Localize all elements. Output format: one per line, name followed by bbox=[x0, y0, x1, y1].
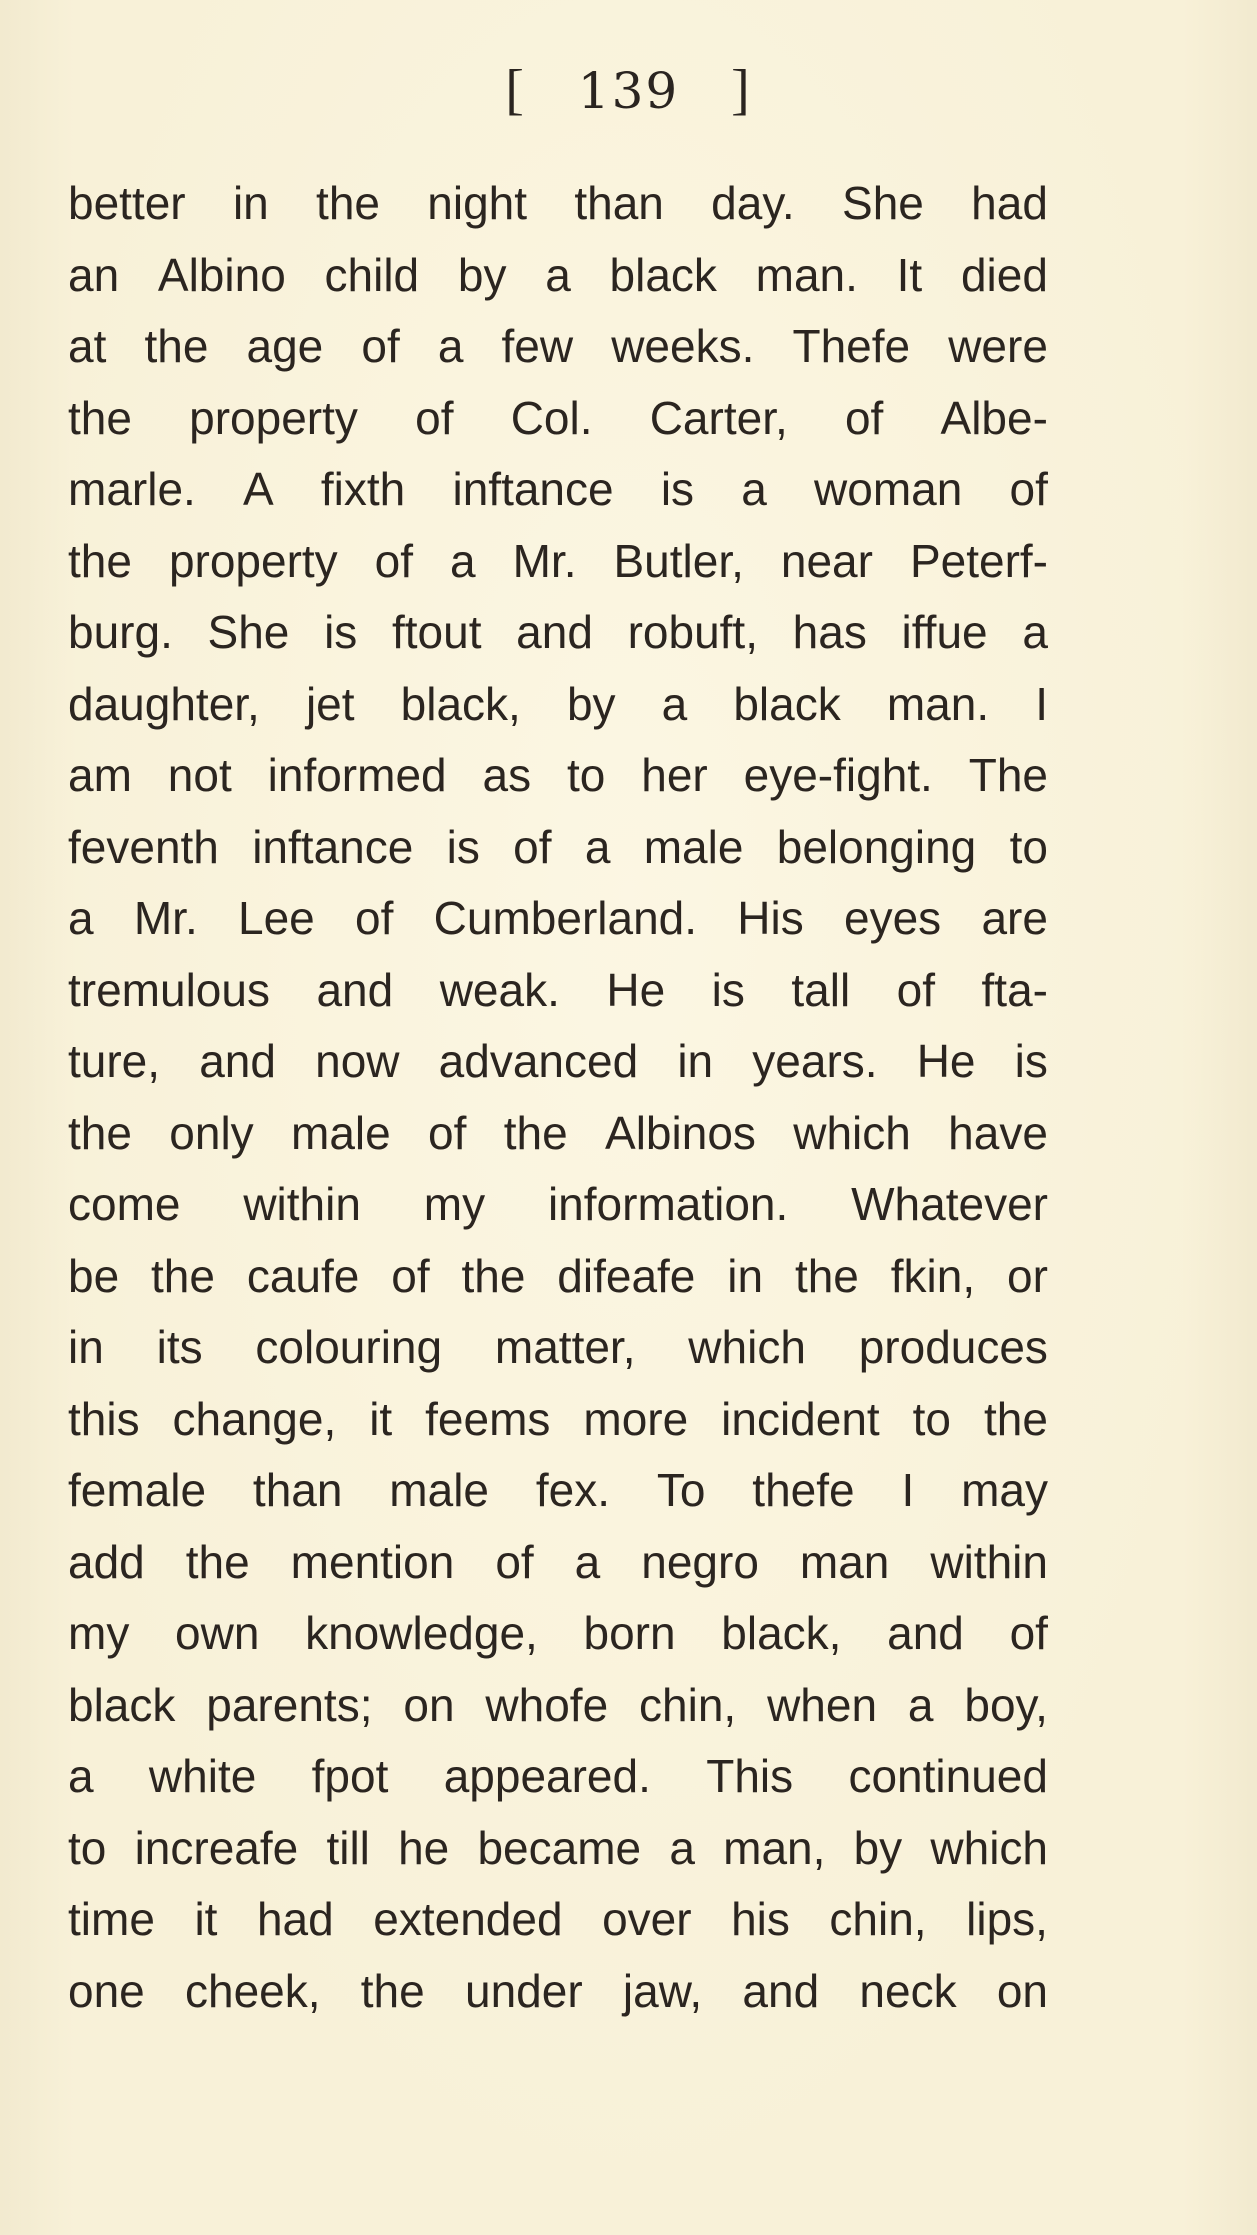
word: own bbox=[175, 1607, 260, 1659]
word: black, bbox=[721, 1607, 842, 1659]
word: in bbox=[727, 1249, 764, 1302]
word: The bbox=[968, 749, 1048, 801]
word: Mr. bbox=[133, 892, 198, 944]
word: ture, bbox=[68, 1035, 161, 1087]
word: to bbox=[912, 1392, 952, 1445]
word: tremulous bbox=[68, 963, 270, 1016]
word: is bbox=[324, 606, 358, 658]
word: inftance bbox=[252, 820, 414, 873]
word: and bbox=[316, 963, 394, 1016]
word: he bbox=[398, 1821, 450, 1874]
page-number-value: 139 bbox=[577, 62, 680, 120]
word: now bbox=[315, 1035, 400, 1087]
word: Albino bbox=[157, 248, 286, 301]
word: the bbox=[185, 1535, 250, 1588]
word: of bbox=[513, 820, 552, 873]
word: the bbox=[68, 1106, 132, 1159]
word: Thefe bbox=[792, 320, 911, 372]
word: negro bbox=[641, 1535, 759, 1588]
word: black bbox=[609, 248, 717, 301]
word: jaw, bbox=[622, 1964, 703, 2017]
word: fixth bbox=[320, 463, 406, 515]
word: Cumberland. bbox=[433, 892, 698, 944]
word: iffue bbox=[901, 606, 988, 658]
word: chin, bbox=[639, 1678, 737, 1731]
word: and bbox=[199, 1035, 276, 1087]
word: the bbox=[461, 1249, 526, 1302]
word: fex. bbox=[535, 1464, 611, 1516]
word: I bbox=[1035, 677, 1048, 730]
word: as bbox=[482, 749, 532, 801]
text-line bbox=[68, 383, 1048, 455]
word: born bbox=[583, 1607, 676, 1659]
word: of bbox=[374, 534, 414, 587]
word: a bbox=[661, 677, 688, 730]
word: by bbox=[853, 1821, 903, 1874]
word: at bbox=[68, 320, 107, 372]
word: feems bbox=[425, 1392, 551, 1445]
text-line bbox=[68, 1956, 1048, 2028]
word: She bbox=[207, 606, 290, 658]
word: the bbox=[151, 1249, 215, 1302]
word: property bbox=[189, 391, 358, 444]
word: of bbox=[391, 1249, 430, 1302]
word: black bbox=[68, 1678, 176, 1731]
word: a bbox=[669, 1821, 695, 1874]
word: is bbox=[660, 463, 695, 515]
word: am bbox=[68, 749, 132, 801]
word: and bbox=[887, 1607, 964, 1659]
word: chin, bbox=[829, 1893, 927, 1945]
word: male bbox=[389, 1464, 490, 1516]
word: the bbox=[794, 1249, 859, 1302]
word: a bbox=[68, 1750, 94, 1802]
word: lips, bbox=[966, 1893, 1048, 1945]
word: than bbox=[252, 1464, 343, 1516]
word: colouring bbox=[255, 1321, 443, 1373]
word: by bbox=[566, 677, 616, 730]
word: marle. bbox=[68, 463, 196, 515]
word: of bbox=[355, 892, 394, 944]
word: weak. bbox=[439, 963, 560, 1016]
word: weeks. bbox=[611, 320, 755, 372]
word: one bbox=[68, 1964, 145, 2017]
word: inftance bbox=[452, 463, 614, 515]
word: whofe bbox=[485, 1678, 609, 1731]
word: female bbox=[68, 1464, 207, 1516]
word: which bbox=[930, 1821, 1048, 1874]
word: male bbox=[291, 1106, 391, 1159]
word: and bbox=[516, 606, 593, 658]
word: This bbox=[706, 1750, 794, 1802]
word: within bbox=[243, 1178, 361, 1230]
text-line bbox=[68, 740, 1048, 812]
word: the bbox=[316, 177, 380, 229]
word: He bbox=[606, 963, 666, 1016]
word: To bbox=[656, 1464, 706, 1516]
word: her bbox=[641, 749, 708, 801]
word: fta- bbox=[981, 963, 1048, 1016]
word: its bbox=[156, 1321, 203, 1373]
word: come bbox=[68, 1178, 181, 1230]
text-line bbox=[68, 1455, 1048, 1527]
word: of bbox=[896, 963, 936, 1016]
word: or bbox=[1006, 1249, 1048, 1302]
word: time bbox=[68, 1893, 155, 1945]
word: in bbox=[232, 177, 269, 229]
word: a bbox=[584, 820, 611, 873]
word: is bbox=[446, 820, 480, 873]
word: Carter, bbox=[649, 391, 788, 444]
page-number bbox=[0, 58, 1257, 122]
word: to bbox=[566, 749, 606, 801]
word: the bbox=[68, 391, 132, 444]
word: continued bbox=[848, 1750, 1048, 1802]
word: day. bbox=[711, 177, 795, 229]
text-line bbox=[68, 1670, 1048, 1742]
word: extended bbox=[373, 1893, 563, 1945]
word: jet bbox=[305, 677, 355, 730]
word: night bbox=[427, 177, 528, 229]
word: were bbox=[948, 320, 1048, 372]
word: caufe bbox=[246, 1249, 360, 1302]
word: Albinos bbox=[605, 1106, 756, 1159]
word: which bbox=[688, 1321, 806, 1373]
word: Lee bbox=[238, 892, 315, 944]
text-line bbox=[68, 454, 1048, 526]
word: may bbox=[961, 1464, 1048, 1516]
word: Whatever bbox=[851, 1178, 1048, 1230]
page-number-open-bracket: [ bbox=[505, 59, 526, 121]
word: few bbox=[501, 320, 574, 372]
word: died bbox=[960, 248, 1048, 301]
word: a bbox=[545, 248, 571, 301]
word: be bbox=[68, 1249, 120, 1302]
word: is bbox=[1014, 1035, 1048, 1087]
word: till bbox=[326, 1821, 370, 1874]
text-line bbox=[68, 955, 1048, 1027]
text-line bbox=[68, 1384, 1048, 1456]
word: Albe- bbox=[940, 391, 1048, 444]
word: belonging bbox=[776, 820, 977, 873]
word: the bbox=[360, 1964, 425, 2017]
word: tall bbox=[791, 963, 851, 1016]
word: it bbox=[369, 1392, 393, 1445]
word: more bbox=[583, 1392, 689, 1445]
text-line bbox=[68, 1598, 1048, 1670]
word: within bbox=[930, 1535, 1048, 1588]
word: neck bbox=[859, 1964, 957, 2017]
word: an bbox=[68, 248, 120, 301]
word: advanced bbox=[438, 1035, 639, 1087]
word: child bbox=[324, 248, 420, 301]
word: years. bbox=[752, 1035, 878, 1087]
text-line bbox=[68, 1026, 1048, 1098]
word: under bbox=[464, 1964, 583, 2017]
page-number-close-bracket: ] bbox=[731, 59, 752, 121]
word: Peterf- bbox=[909, 534, 1048, 587]
word: Butler, bbox=[613, 534, 744, 587]
word: to bbox=[68, 1821, 107, 1874]
word: robuft, bbox=[627, 606, 758, 658]
word: white bbox=[148, 1750, 257, 1802]
word: which bbox=[793, 1106, 911, 1159]
word: of bbox=[415, 391, 454, 444]
word: a bbox=[437, 320, 464, 372]
word: parents; bbox=[206, 1678, 373, 1731]
word: have bbox=[948, 1106, 1048, 1159]
word: daughter, bbox=[68, 677, 260, 730]
word: fpot bbox=[311, 1750, 389, 1802]
word: man. bbox=[755, 248, 858, 301]
word: She bbox=[842, 177, 924, 229]
text-line bbox=[68, 1813, 1048, 1885]
word: better bbox=[68, 177, 186, 229]
word: the bbox=[144, 320, 209, 372]
word: a bbox=[68, 892, 94, 944]
word: cheek, bbox=[185, 1964, 321, 2017]
word: burg. bbox=[68, 606, 173, 658]
word: male bbox=[643, 820, 744, 873]
word: are bbox=[981, 892, 1048, 944]
text-line bbox=[68, 669, 1048, 741]
word: not bbox=[167, 749, 232, 801]
text-line bbox=[68, 1241, 1048, 1313]
word: black, bbox=[400, 677, 521, 730]
body-text bbox=[68, 168, 1048, 2027]
word: boy, bbox=[964, 1678, 1048, 1731]
word: it bbox=[194, 1893, 218, 1945]
word: on bbox=[996, 1964, 1048, 2017]
word: property bbox=[168, 534, 338, 587]
word: appeared. bbox=[443, 1750, 651, 1802]
word: ftout bbox=[391, 606, 482, 658]
word: add bbox=[68, 1535, 145, 1588]
word: near bbox=[780, 534, 873, 587]
word: Mr. bbox=[512, 534, 577, 587]
word: his bbox=[731, 1893, 790, 1945]
word: had bbox=[256, 1893, 334, 1945]
word: the bbox=[68, 534, 132, 587]
text-line bbox=[68, 812, 1048, 884]
word: change, bbox=[172, 1392, 337, 1445]
word: a bbox=[574, 1535, 601, 1588]
word: incident bbox=[721, 1392, 880, 1445]
word: man bbox=[799, 1535, 890, 1588]
word: only bbox=[169, 1106, 254, 1159]
text-line bbox=[68, 311, 1048, 383]
text-line bbox=[68, 1169, 1048, 1241]
word: of bbox=[1009, 1607, 1048, 1659]
word: in bbox=[677, 1035, 714, 1087]
word: has bbox=[792, 606, 867, 658]
text-line bbox=[68, 1312, 1048, 1384]
word: eye-fight. bbox=[743, 749, 933, 801]
text-line bbox=[68, 240, 1048, 312]
word: feventh bbox=[68, 820, 219, 873]
word: of bbox=[428, 1106, 467, 1159]
text-line bbox=[68, 597, 1048, 669]
text-line bbox=[68, 168, 1048, 240]
word: man. bbox=[886, 677, 990, 730]
word: increafe bbox=[134, 1821, 299, 1874]
word: information. bbox=[547, 1178, 789, 1230]
word: a bbox=[450, 534, 476, 587]
word: of bbox=[361, 320, 400, 372]
word: became bbox=[477, 1821, 642, 1874]
word: woman bbox=[814, 463, 963, 515]
word: and bbox=[742, 1964, 820, 2017]
word: on bbox=[403, 1678, 455, 1731]
word: He bbox=[916, 1035, 976, 1087]
word: A bbox=[243, 463, 274, 515]
word: mention bbox=[290, 1535, 455, 1588]
word: black bbox=[733, 677, 841, 730]
word: when bbox=[767, 1678, 878, 1731]
text-line bbox=[68, 1527, 1048, 1599]
text-line bbox=[68, 1884, 1048, 1956]
word: is bbox=[711, 963, 745, 1016]
word: by bbox=[457, 248, 507, 301]
word: man, bbox=[723, 1821, 826, 1874]
word: difeafe bbox=[557, 1249, 696, 1302]
word: in bbox=[68, 1321, 104, 1373]
text-line bbox=[68, 526, 1048, 598]
word: age bbox=[246, 320, 324, 372]
word: Col. bbox=[510, 391, 593, 444]
text-line bbox=[68, 883, 1048, 955]
word: had bbox=[971, 177, 1048, 229]
word: thefe bbox=[752, 1464, 855, 1516]
word: informed bbox=[267, 749, 447, 801]
word: to bbox=[1009, 820, 1048, 873]
word: produces bbox=[858, 1321, 1048, 1373]
text-line bbox=[68, 1741, 1048, 1813]
word: my bbox=[423, 1178, 486, 1230]
word: a bbox=[1022, 606, 1048, 658]
word: a bbox=[741, 463, 767, 515]
word: fkin, bbox=[890, 1249, 976, 1302]
word: than bbox=[574, 177, 664, 229]
word: the bbox=[983, 1392, 1048, 1445]
word: my bbox=[68, 1607, 130, 1659]
word: knowledge, bbox=[305, 1607, 538, 1659]
word: eyes bbox=[844, 892, 942, 944]
word: of bbox=[495, 1535, 534, 1588]
word: the bbox=[503, 1106, 568, 1159]
word: this bbox=[68, 1392, 140, 1445]
word: over bbox=[602, 1893, 692, 1945]
word: I bbox=[901, 1464, 915, 1516]
word: His bbox=[737, 892, 804, 944]
text-line bbox=[68, 1098, 1048, 1170]
word: of bbox=[844, 391, 884, 444]
word: matter, bbox=[494, 1321, 636, 1373]
word: It bbox=[896, 248, 923, 301]
word: a bbox=[907, 1678, 934, 1731]
word: of bbox=[1009, 463, 1048, 515]
